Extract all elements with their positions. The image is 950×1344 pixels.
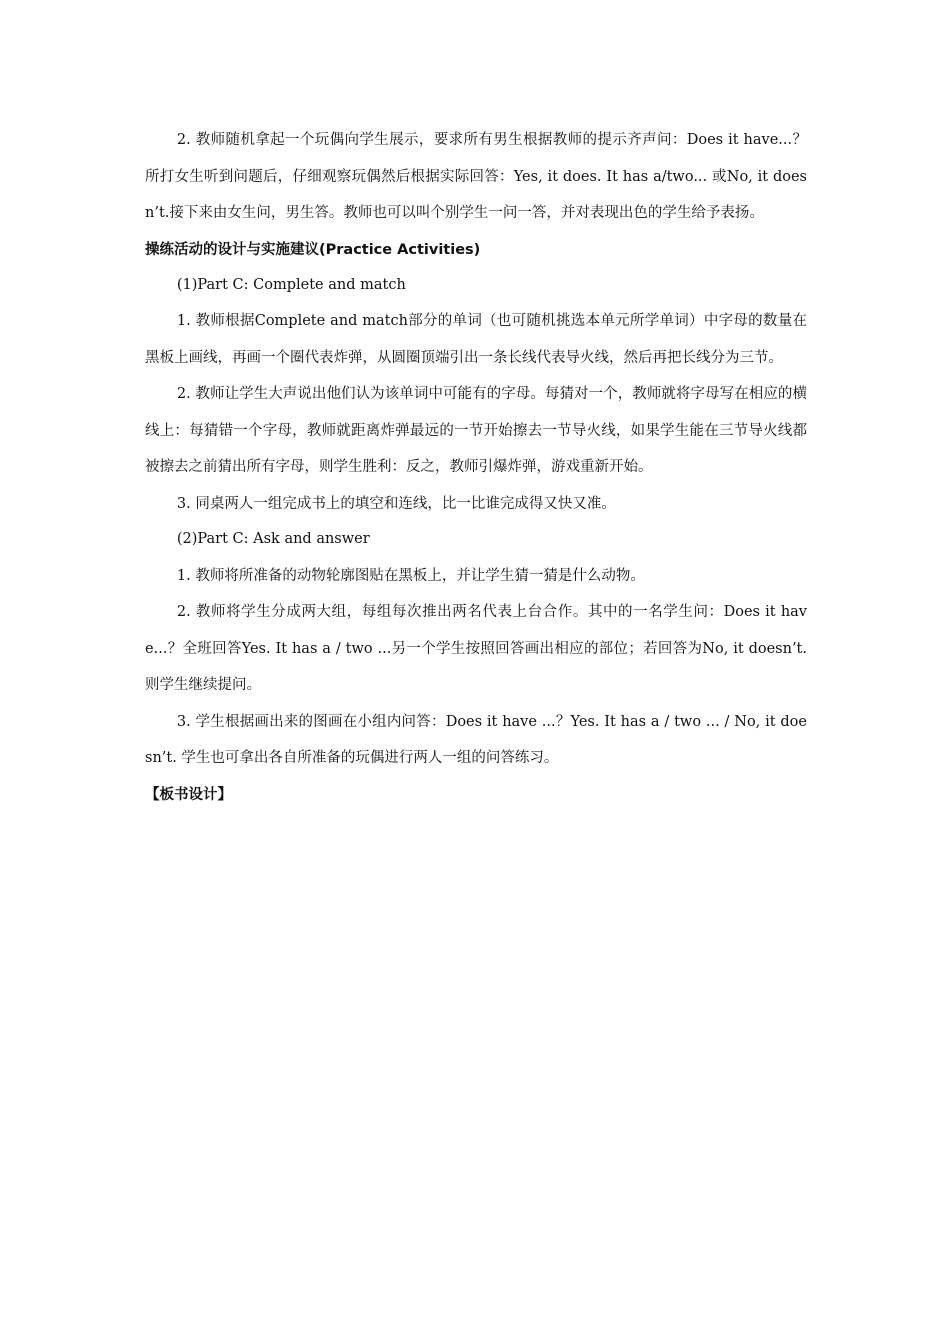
section-heading-board-design: 【板书设计】 [145, 786, 232, 803]
paragraph-animal-outline: 1. 教师将所准备的动物轮廓图贴在黑板上，并让学生猜一猜是什么动物。 [176, 567, 645, 584]
paragraph-desk-mates-complete: 3. 同桌两人一组完成书上的填空和连线，比一比谁完成得又快又准。 [176, 495, 616, 512]
paragraph-guess-letters: 2. 教师让学生大声说出他们认为该单词中可能有的字母。每猜对一个，教师就将字母写在相应的横线上：每猜错一个字母，教师就距离炸弹最远的一节开始擦去一节导火线，如果学生能在三节导火线都被擦去之前猜出所有字母，则学生胜利：反之，教师引爆炸弹，游戏重新开始。 [145, 386, 807, 475]
subheading-complete-and-match: (1)Part C: Complete and match [176, 276, 406, 293]
paragraph-two-groups: 2. 教师将学生分成两大组，每组每次推出两名代表上台合作。其中的一名学生问：Does it have...？全班回答Yes. It has a / two ...另一个学生按照回答画出相应的部位；若回答为No, it doesn’t.则学生继续提问。 [145, 604, 807, 693]
document-body [145, 122, 807, 813]
paragraph-draw-lines-bomb: 1. 教师根据Complete and match部分的单词（也可随机挑选本单元所学单词）中字母的数量在黑板上画线，再画一个圈代表炸弹，从圆圈顶端引出一条长线代表导火线，然后再把长线分为三节。 [145, 313, 807, 366]
paragraph-teacher-doll-demo: 2. 教师随机拿起一个玩偶向学生展示，要求所有男生根据教师的提示齐声问：Does it have...？所打女生听到问题后，仔细观察玩偶然后根据实际回答：Yes, it does. It has a/two... 或No, it doesn’t.接下来由女生问，男生答。教师也可以叫个别学生一问一答，并对表现出色的学生给予表扬。 [145, 132, 807, 221]
subheading-ask-and-answer: (2)Part C: Ask and answer [176, 531, 370, 547]
section-heading-practice-activities: 操练活动的设计与实施建议(Practice Activities) [145, 241, 481, 258]
paragraph-group-qa: 3. 学生根据画出来的图画在小组内问答：Does it have ...？Yes. It has a / two ... / No, it doesn’t. 学生也可拿出各自所准备的玩偶进行两人一组的问答练习。 [145, 713, 807, 766]
